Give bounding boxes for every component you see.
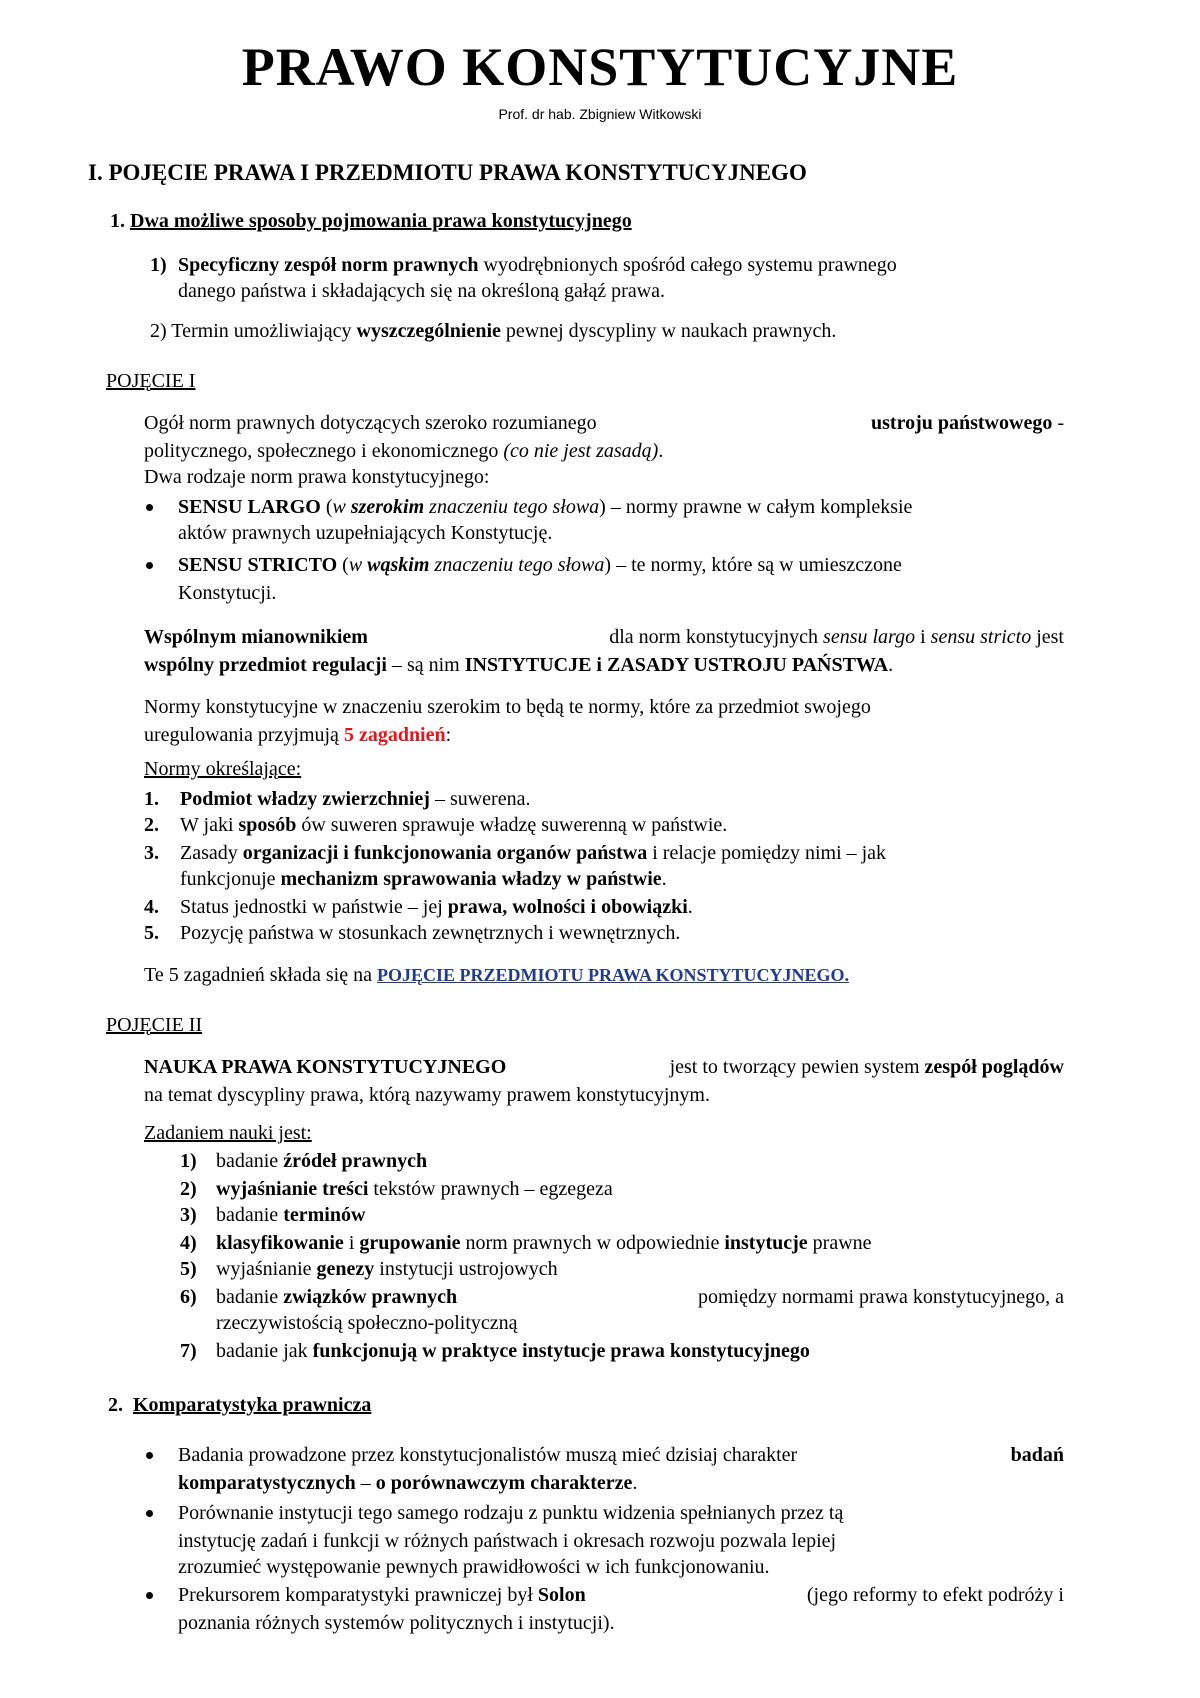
text: . xyxy=(687,896,693,918)
text-bold: mechanizm sprawowania władzy w państwie xyxy=(280,868,662,890)
text: Te 5 zagadnień składa się na xyxy=(144,964,377,986)
list-number: 7) xyxy=(180,1340,197,1362)
concept-heading: POJĘCIE I xyxy=(106,370,196,392)
text: pomiędzy normami prawa konstytucyjnego, a xyxy=(697,1286,1064,1308)
text: . xyxy=(661,868,667,890)
list-item-continuation: rzeczywistością społeczno-polityczną xyxy=(216,1312,518,1334)
text-bold: o porównawczym charakterze xyxy=(375,1472,633,1494)
list-number: 4) xyxy=(180,1232,197,1254)
list-number: 3) xyxy=(180,1204,197,1226)
subsection-title xyxy=(108,1392,371,1418)
highlighted-text: 5 zagadnień xyxy=(343,724,446,746)
bullet-icon xyxy=(146,1452,153,1459)
text: ów suweren sprawuje władzę suwerenną w państwie. xyxy=(296,814,728,836)
list-item xyxy=(216,1256,558,1282)
text: Badania prowadzone przez konstytucjonalistów muszą mieć dzisiaj charakter xyxy=(178,1444,798,1466)
text: i xyxy=(343,1232,360,1254)
text: wyjaśnianie xyxy=(216,1258,317,1280)
text: ( xyxy=(320,496,333,518)
text: Status jednostki w państwie – jej xyxy=(180,896,448,918)
paragraph-line xyxy=(144,438,663,464)
bullet-item xyxy=(178,1582,1064,1608)
text: uregulowania przyjmują xyxy=(144,724,344,746)
list-number: 5) xyxy=(180,1258,197,1280)
list-item xyxy=(216,1338,810,1364)
text-italic: w xyxy=(348,554,368,576)
text: jest to tworzący pewien system xyxy=(669,1056,925,1078)
list-item xyxy=(180,786,530,812)
text: badanie xyxy=(216,1286,284,1308)
list-number: 2. xyxy=(144,814,159,836)
text-bold: instytucje xyxy=(724,1232,808,1254)
bullet-item xyxy=(178,1442,1064,1468)
text: ) – te normy, które są w umieszczone xyxy=(604,554,902,576)
concept-link[interactable]: POJĘCIE PRZEDMIOTU PRAWA KONSTYTUCYJNEGO. xyxy=(376,965,850,985)
text: . xyxy=(632,1472,638,1494)
text: i xyxy=(915,626,931,648)
text-italic: (co nie jest zasadą) xyxy=(503,440,659,462)
paragraph-line: na temat dyscypliny prawa, którą nazywamy prawem konstytucyjnym. xyxy=(144,1084,710,1106)
text: - xyxy=(1052,412,1064,434)
text-bold: Wspólnym mianownikiem xyxy=(144,626,368,648)
text: Prekursorem komparatystyki prawniczej był xyxy=(178,1584,538,1606)
list-item-continuation: danego państwa i składających się na określoną gałąź prawa. xyxy=(178,280,666,302)
list-item-text: wyodrębnionych spośród całego systemu prawnego xyxy=(478,254,897,276)
text: (jego reformy to efekt podróży i xyxy=(806,1584,1064,1606)
text-italic: sensu stricto xyxy=(930,626,1032,648)
list-number: 1. xyxy=(144,788,159,810)
bullet-item-continuation: instytucję zadań i funkcji w różnych państwach i okresach rozwoju pozwala lepiej xyxy=(178,1530,837,1552)
text-bold: prawa, wolności i obowiązki xyxy=(447,896,688,918)
text-bold: badań xyxy=(1010,1444,1064,1466)
list-item-bold: wyszczególnienie xyxy=(356,320,501,342)
list-number: 4. xyxy=(144,896,159,918)
text: norm prawnych w odpowiednie xyxy=(460,1232,725,1254)
list-number: 6) xyxy=(180,1286,197,1308)
list-item-bold: Specyficzny zespół norm prawnych xyxy=(178,254,479,276)
text: ( xyxy=(337,554,349,576)
text: jest xyxy=(1031,626,1064,648)
text-bold: wspólny przedmiot regulacji xyxy=(144,654,387,676)
text: tekstów prawnych – egzegeza xyxy=(368,1178,613,1200)
bullet-item-continuation: zrozumieć występowanie pewnych prawidłowości w ich funkcjonowaniu. xyxy=(178,1556,770,1578)
paragraph-line xyxy=(144,652,893,678)
paragraph: Dwa rodzaje norm prawa konstytucyjnego: xyxy=(144,466,490,488)
bullet-icon xyxy=(146,562,153,569)
list-item xyxy=(180,894,693,920)
subsection-title-text: Komparatystyka prawnicza xyxy=(133,1394,372,1416)
text-bold: NAUKA PRAWA KONSTYTUCYJNEGO xyxy=(144,1056,507,1078)
text-bold: genezy xyxy=(316,1258,375,1280)
text: dla norm konstytucyjnych xyxy=(609,626,824,648)
text-bold: źródeł prawnych xyxy=(283,1150,428,1172)
bullet-item xyxy=(178,552,902,578)
list-item xyxy=(180,840,886,866)
text-bold: zespół poglądów xyxy=(924,1056,1064,1078)
list-item-text: pewnej dyscypliny w naukach prawnych. xyxy=(500,320,837,342)
subsection-title xyxy=(110,208,632,234)
text-bold: organizacji i funkcjonowania organów państwa xyxy=(242,842,648,864)
text: politycznego, społecznego i ekonomicznego xyxy=(144,440,504,462)
section-heading: I. POJĘCIE PRAWA I PRZEDMIOTU PRAWA KONSTYTUCYJNEGO xyxy=(88,160,807,185)
list-item-text: Termin umożliwiający xyxy=(166,320,357,342)
text-bold: komparatystycznych xyxy=(178,1472,356,1494)
text: W jaki xyxy=(180,814,239,836)
subsection-number: 2. xyxy=(108,1394,123,1416)
paragraph-line xyxy=(144,624,1064,650)
text-bold: ustroju państwowego xyxy=(871,412,1053,434)
bullet-item-continuation xyxy=(178,1470,637,1496)
bullet-item xyxy=(178,494,912,520)
paragraph: Normy określające: xyxy=(144,758,302,780)
text-bold-italic: szerokim xyxy=(350,496,425,518)
text: funkcjonuje xyxy=(180,868,281,890)
text-bold: SENSU LARGO xyxy=(178,496,321,518)
list-number: 1) xyxy=(150,254,167,276)
text-bold-italic: wąskim xyxy=(367,554,430,576)
list-number: 1) xyxy=(180,1150,197,1172)
text-bold: sposób xyxy=(238,814,297,836)
list-item xyxy=(216,1202,365,1228)
text: badanie jak xyxy=(216,1340,313,1362)
text-bold: funkcjonują w praktyce instytucje prawa konstytucyjnego xyxy=(312,1340,810,1362)
text: : xyxy=(445,724,452,746)
text: badanie xyxy=(216,1150,284,1172)
list-number: 2) xyxy=(180,1178,197,1200)
text: instytucji ustrojowych xyxy=(374,1258,558,1280)
list-item xyxy=(216,1148,427,1174)
text-bold: grupowanie xyxy=(359,1232,461,1254)
bullet-item-continuation: Konstytucji. xyxy=(178,582,277,604)
paragraph-line xyxy=(144,722,451,748)
paragraph-line: Normy konstytucyjne w znaczeniu szerokim to będą te normy, które za przedmiot swojego xyxy=(144,696,871,718)
text: – są nim xyxy=(386,654,465,676)
text: Ogół norm prawnych dotyczących szeroko rozumianego xyxy=(144,412,597,434)
text-italic: znaczeniu tego słowa xyxy=(424,496,600,518)
list-item xyxy=(216,1284,1064,1310)
paragraph-line xyxy=(144,1054,1064,1080)
text: ) – normy prawne w całym kompleksie xyxy=(599,496,913,518)
list-item: Pozycję państwa w stosunkach zewnętrznych i wewnętrznych. xyxy=(180,922,681,944)
text-bold: Podmiot władzy zwierzchniej xyxy=(180,788,430,810)
text-bold: wyjaśnianie treści xyxy=(216,1178,369,1200)
bullet-icon xyxy=(146,1510,153,1517)
list-number: 5. xyxy=(144,922,159,944)
bullet-item-continuation: poznania różnych systemów politycznych i instytucji). xyxy=(178,1612,615,1634)
list-item xyxy=(180,812,727,838)
text: – suwerena. xyxy=(429,788,531,810)
list-item xyxy=(216,1176,613,1202)
list-number: 2) xyxy=(150,320,167,342)
document-author: Prof. dr hab. Zbigniew Witkowski xyxy=(498,106,702,122)
subsection-title-text: Dwa możliwe sposoby pojmowania prawa konstytucyjnego xyxy=(130,210,632,232)
bullet-item-continuation: aktów prawnych uzupełniających Konstytucję. xyxy=(178,522,553,544)
concept-heading: POJĘCIE II xyxy=(106,1014,203,1036)
bullet-icon xyxy=(146,504,153,511)
list-item xyxy=(150,318,836,344)
text: i relacje pomiędzy nimi – jak xyxy=(647,842,887,864)
list-number: 3. xyxy=(144,842,159,864)
text: prawne xyxy=(807,1232,872,1254)
list-item xyxy=(216,1230,872,1256)
subsection-number: 1. xyxy=(110,210,125,232)
list-item xyxy=(178,252,897,278)
text-bold: SENSU STRICTO xyxy=(178,554,338,576)
text: – xyxy=(355,1472,376,1494)
paragraph: Zadaniem nauki jest: xyxy=(144,1122,312,1144)
text: Zasady xyxy=(180,842,243,864)
list-item-continuation xyxy=(180,866,667,892)
text-bold: klasyfikowanie xyxy=(216,1232,344,1254)
paragraph-line xyxy=(144,410,1064,436)
bullet-icon xyxy=(146,1592,153,1599)
bullet-item: Porównanie instytucji tego samego rodzaju z punktu widzenia spełnianych przez tą xyxy=(178,1502,844,1524)
text: badanie xyxy=(216,1204,284,1226)
text-italic: znaczeniu tego słowa xyxy=(429,554,605,576)
text-bold: terminów xyxy=(283,1204,366,1226)
text-italic: sensu largo xyxy=(823,626,916,648)
text: . xyxy=(658,440,664,462)
text-italic: w xyxy=(332,496,351,518)
text-bold: INSTYTUCJE i ZASADY USTROJU PAŃSTWA xyxy=(464,654,889,676)
paragraph-line xyxy=(144,962,849,988)
text-bold: związków prawnych xyxy=(283,1286,458,1308)
text: . xyxy=(888,654,894,676)
document-title: PRAWO KONSTYTUCYJNE xyxy=(241,37,959,97)
text-bold: Solon xyxy=(537,1584,586,1606)
